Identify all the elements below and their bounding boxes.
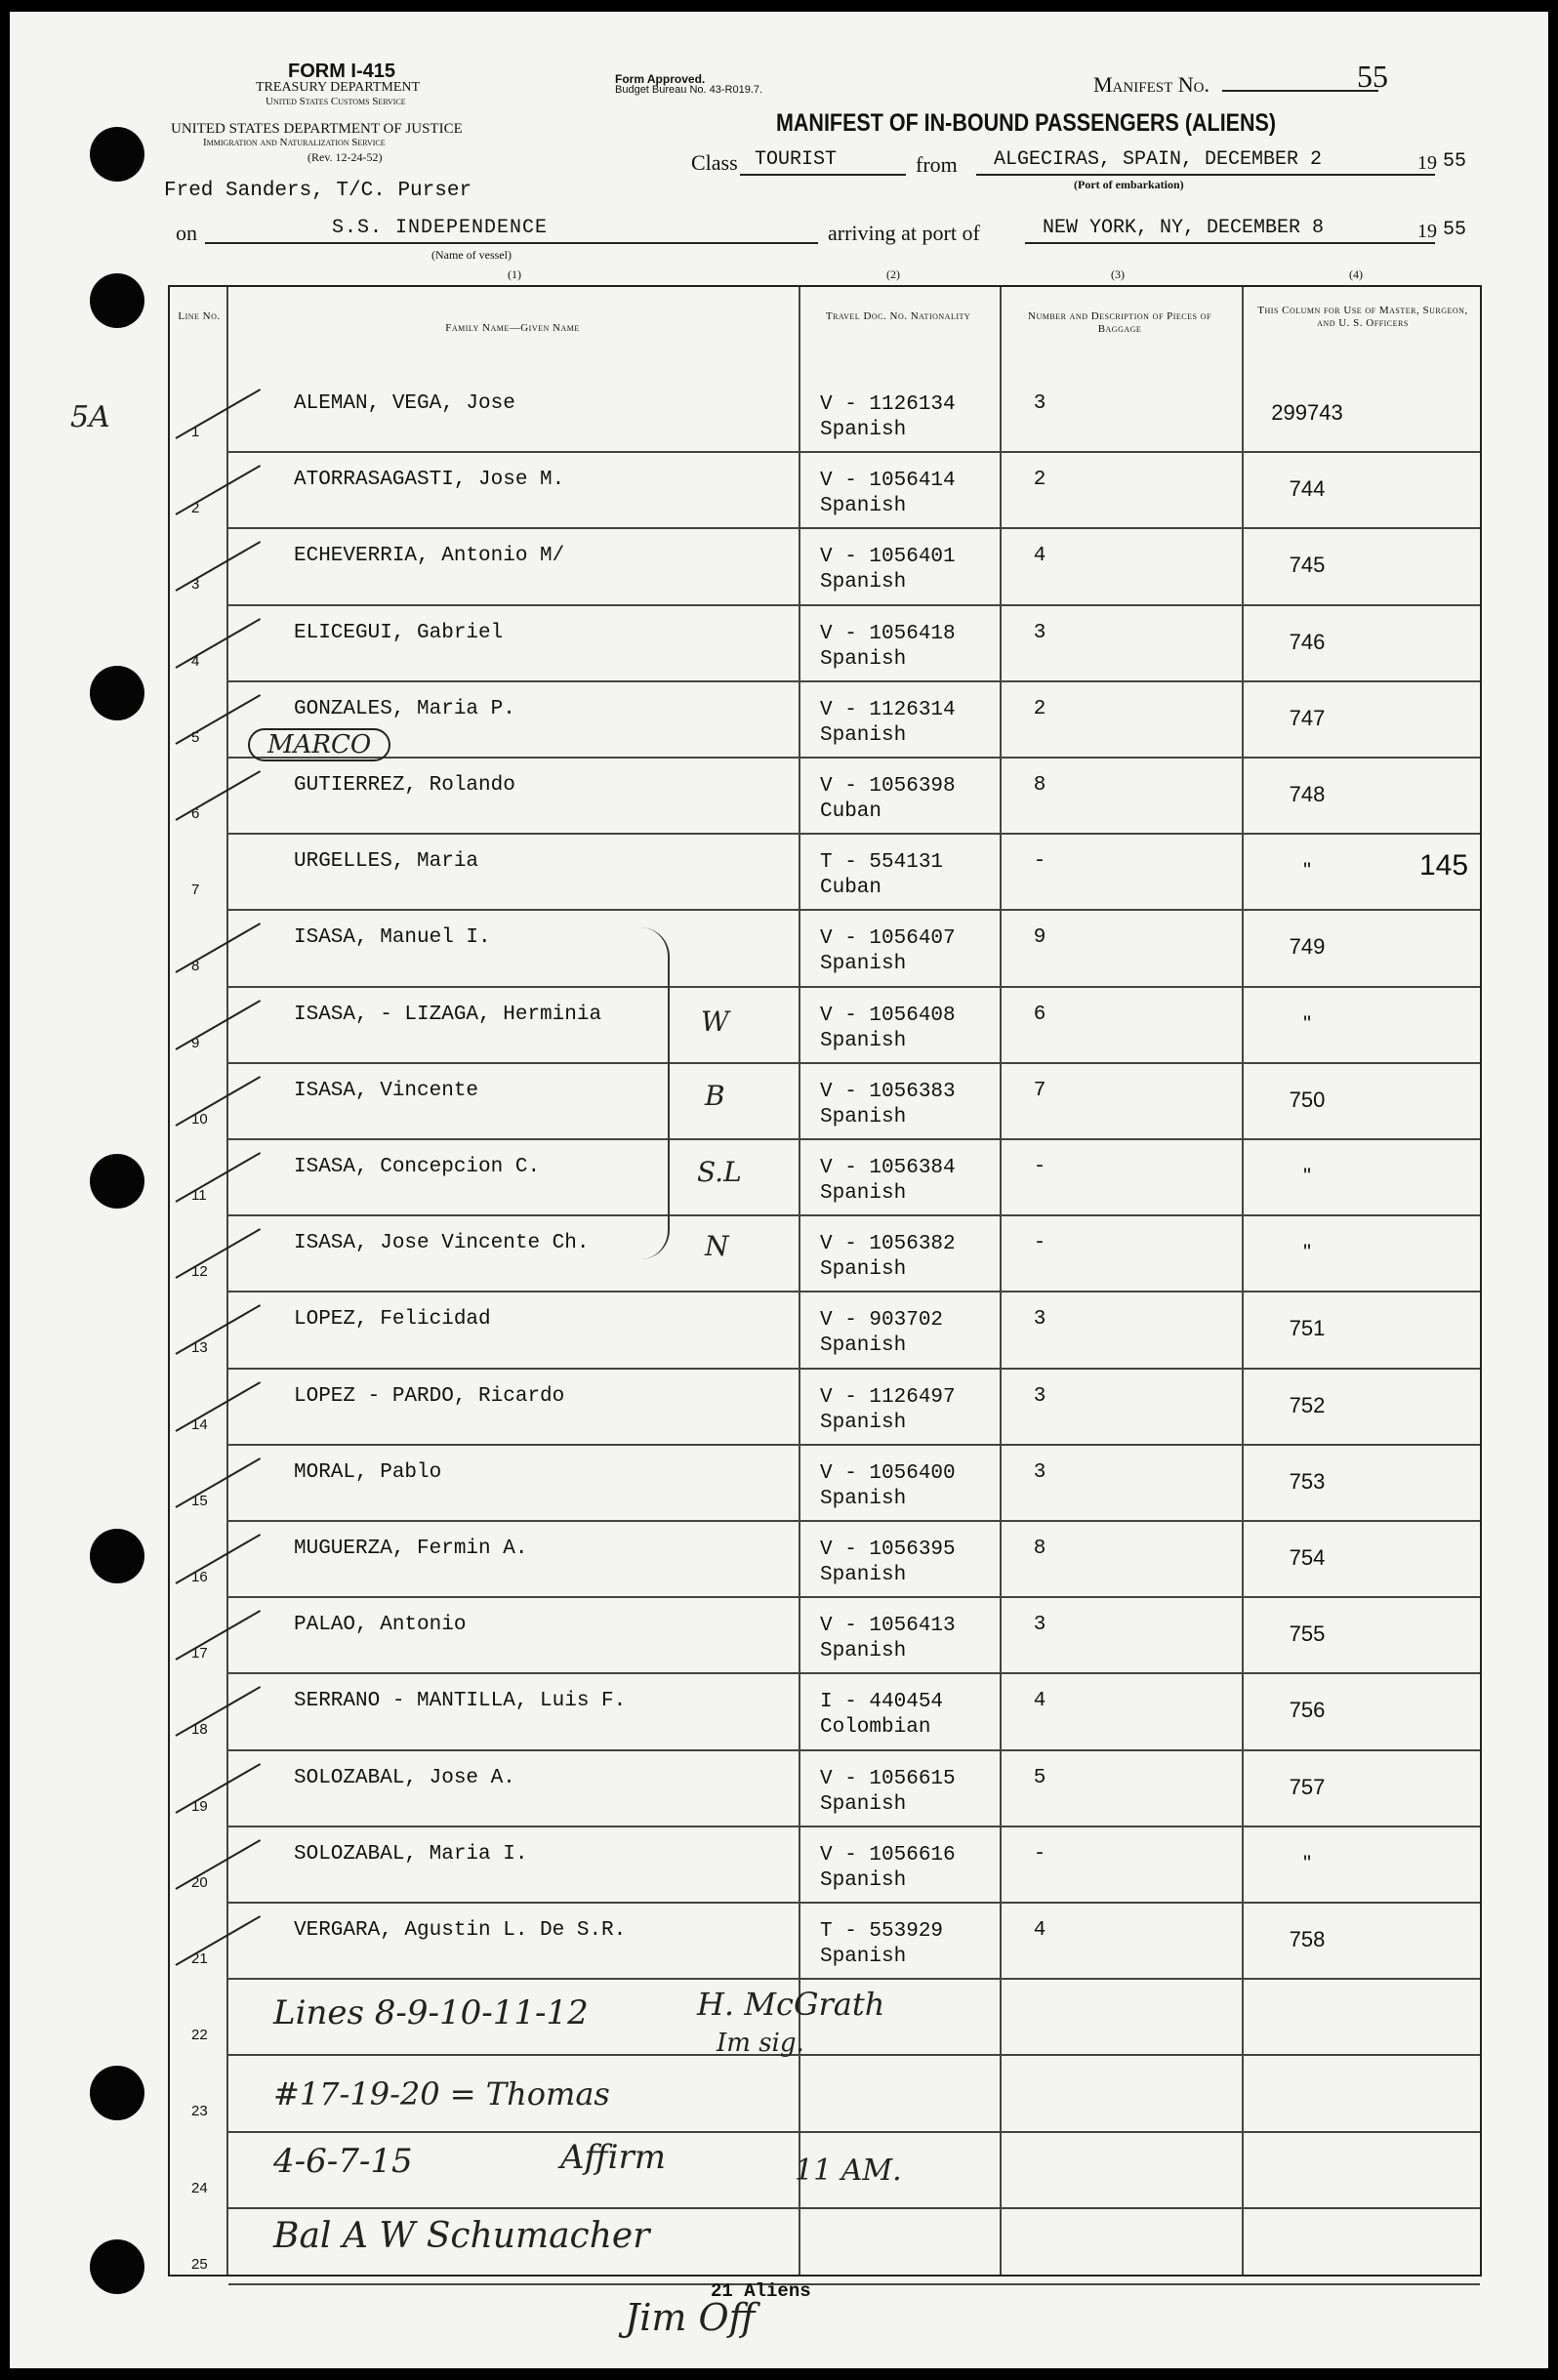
table-row xyxy=(170,835,1480,911)
punch-hole xyxy=(90,666,144,720)
passenger-name: SERRANO - MANTILLA, Luis F. xyxy=(294,1690,627,1713)
line-number: 15 xyxy=(191,1492,208,1509)
arriving-value: NEW YORK, NY, DECEMBER 8 xyxy=(1043,217,1325,239)
passenger-name: ISASA, Jose Vincente Ch. xyxy=(294,1232,590,1255)
travel-doc xyxy=(820,1308,943,1359)
ins-service: Immigration and Naturalization Service xyxy=(203,137,386,148)
bracket-note-w: W xyxy=(701,1005,729,1038)
passenger-name: SOLOZABAL, Maria I. xyxy=(294,1842,528,1866)
baggage-count: 3 xyxy=(1033,1384,1046,1408)
nationality: Spanish xyxy=(820,1564,907,1586)
baggage-count: 4 xyxy=(1033,545,1046,568)
table-row xyxy=(170,529,1480,605)
nationality: Spanish xyxy=(820,1487,907,1510)
table-row xyxy=(170,1751,1480,1827)
arr-year-prefix: 19 xyxy=(1417,221,1437,242)
family-bracket xyxy=(640,927,670,1259)
bracket-note-n: N xyxy=(705,1230,729,1262)
travel-doc-number: V - 1056398 xyxy=(820,775,956,798)
punch-hole xyxy=(90,2066,144,2120)
col-number-1: (1) xyxy=(508,267,521,281)
travel-doc xyxy=(820,1232,956,1283)
travel-doc xyxy=(820,1385,956,1436)
travel-doc-number: V - 1056407 xyxy=(820,927,956,951)
customs-service: United States Customs Service xyxy=(266,96,406,107)
travel-doc-number: V - 1126497 xyxy=(820,1385,956,1409)
nationality: Spanish xyxy=(820,647,907,671)
arr-year: 55 xyxy=(1443,219,1467,241)
travel-doc-number: V - 903702 xyxy=(820,1309,944,1333)
nationality: Cuban xyxy=(820,800,882,823)
officer-number: 747 xyxy=(1289,705,1326,730)
check-mark xyxy=(176,1457,262,1508)
vessel-name: S.S. INDEPENDENCE xyxy=(332,217,549,239)
travel-doc xyxy=(820,698,956,749)
form-approved: Form Approved. xyxy=(615,72,706,86)
travel-doc xyxy=(820,1843,956,1894)
officer-number: 746 xyxy=(1289,629,1326,654)
line-number: 13 xyxy=(191,1339,208,1357)
class-label: Class xyxy=(691,150,738,175)
line-number: 2 xyxy=(191,500,200,517)
on-label: on xyxy=(176,221,197,245)
from-year-prefix: 19 xyxy=(1417,152,1437,174)
line-number: 7 xyxy=(191,882,200,899)
officer-number: 756 xyxy=(1289,1698,1326,1723)
passenger-name: MUGUERZA, Fermin A. xyxy=(294,1538,528,1560)
table-row xyxy=(170,1216,1480,1293)
line-number: 17 xyxy=(191,1645,208,1662)
table-row xyxy=(170,1446,1480,1522)
check-mark xyxy=(176,1534,262,1584)
travel-doc-number: V - 1056615 xyxy=(820,1767,956,1790)
nationality: Spanish xyxy=(820,1411,907,1434)
line-number: 4 xyxy=(191,652,200,670)
officer-number: 750 xyxy=(1289,1087,1326,1112)
baggage-count: 4 xyxy=(1033,1690,1046,1713)
note-line-22-sig2: Im sig. xyxy=(717,2029,804,2058)
officer-number: " xyxy=(1303,1010,1311,1036)
travel-doc-number: V - 1056413 xyxy=(820,1615,956,1638)
check-mark xyxy=(176,389,262,439)
table-row xyxy=(170,1522,1480,1598)
passenger-table xyxy=(168,285,1482,2277)
line-number: 5 xyxy=(191,728,200,746)
table-row xyxy=(170,453,1480,529)
check-mark xyxy=(176,1152,262,1203)
note-line-24-time: 11 AM. xyxy=(795,2154,902,2188)
check-mark xyxy=(176,1839,262,1890)
table-row xyxy=(170,1293,1480,1369)
line-number: 8 xyxy=(191,958,200,975)
baggage-count: 6 xyxy=(1033,1003,1046,1026)
check-mark xyxy=(176,770,262,821)
nationality: Spanish xyxy=(820,723,907,747)
travel-doc-number: V - 1126134 xyxy=(820,393,956,416)
baggage-count: 7 xyxy=(1033,1079,1046,1102)
passenger-name: ATORRASAGASTI, Jose M. xyxy=(294,469,565,492)
officer-number: 754 xyxy=(1289,1545,1326,1570)
check-mark xyxy=(176,618,262,669)
table-row xyxy=(170,988,1480,1064)
travel-doc xyxy=(820,392,956,443)
travel-doc-number: V - 1056400 xyxy=(820,1461,956,1485)
passenger-name: ELICEGUI, Gabriel xyxy=(294,621,504,644)
line-number: 1 xyxy=(191,424,200,440)
note-line-22-sig: H. McGrath xyxy=(697,1986,885,2023)
punch-hole xyxy=(90,1154,144,1209)
table-row xyxy=(170,1370,1480,1446)
officer-number: 749 xyxy=(1289,934,1326,960)
class-value: TOURIST xyxy=(755,148,838,171)
manifest-no: 55 xyxy=(1357,59,1388,94)
punch-hole xyxy=(90,127,144,182)
officer-number: 753 xyxy=(1289,1468,1326,1494)
line-number: 20 xyxy=(191,1873,208,1891)
baggage-count: 3 xyxy=(1033,1308,1046,1332)
from-label: from xyxy=(916,152,958,177)
nationality: Cuban xyxy=(820,877,882,900)
travel-doc-number: T - 554131 xyxy=(820,851,944,875)
travel-doc xyxy=(820,1919,943,1970)
line-number: 10 xyxy=(191,1110,208,1128)
nationality: Spanish xyxy=(820,1182,907,1205)
officer-number: " xyxy=(1303,1240,1311,1265)
note-line-23: #17-19-20 = Thomas xyxy=(273,2075,610,2113)
travel-doc xyxy=(820,1767,956,1818)
nationality: Spanish xyxy=(820,571,907,595)
baggage-count: 3 xyxy=(1033,621,1046,644)
check-mark xyxy=(176,1381,262,1432)
baggage-count: 4 xyxy=(1033,1919,1046,1942)
table-row xyxy=(170,1674,1480,1750)
travel-doc-number: V - 1056414 xyxy=(820,470,956,493)
table-row xyxy=(170,1140,1480,1216)
nationality: Spanish xyxy=(820,1334,907,1358)
passenger-name: ALEMAN, VEGA, Jose xyxy=(294,392,515,415)
travel-doc xyxy=(820,469,956,519)
travel-doc xyxy=(820,1080,956,1130)
travel-doc xyxy=(820,1461,956,1512)
note-line-22: Lines 8-9-10-11-12 xyxy=(273,1993,589,2032)
port-embark-caption: (Port of embarkation) xyxy=(1074,178,1184,191)
officer-number: " xyxy=(1303,1850,1311,1875)
travel-doc-number: I - 440454 xyxy=(820,1691,944,1714)
treasury-dept: TREASURY DEPARTMENT xyxy=(256,80,421,95)
nationality: Spanish xyxy=(820,1868,907,1892)
baggage-count: 3 xyxy=(1033,1460,1046,1484)
officer-number: 752 xyxy=(1289,1392,1326,1417)
line-number: 24 xyxy=(191,2179,208,2196)
from-value: ALGECIRAS, SPAIN, DECEMBER 2 xyxy=(994,148,1323,171)
col-number-4: (4) xyxy=(1349,267,1363,281)
table-row xyxy=(170,759,1480,835)
form-number: FORM I-415 xyxy=(288,61,396,82)
note-line-24-sig: Affirm xyxy=(560,2138,667,2177)
nationality: Spanish xyxy=(820,1946,907,1968)
check-mark xyxy=(176,1915,262,1966)
baggage-count: - xyxy=(1033,1842,1046,1866)
passenger-name: ISASA, Manuel I. xyxy=(294,926,491,950)
baggage-count: 2 xyxy=(1033,469,1046,492)
travel-doc xyxy=(820,1538,956,1588)
check-mark xyxy=(176,1763,262,1814)
nationality: Spanish xyxy=(820,1640,907,1663)
nationality: Spanish xyxy=(820,495,907,518)
table-row xyxy=(170,1904,1480,1980)
line-number: 12 xyxy=(191,1263,208,1281)
nationality: Spanish xyxy=(820,419,907,441)
line-number: 18 xyxy=(191,1721,208,1739)
purser: Fred Sanders, T/C. Purser xyxy=(164,180,472,202)
line-number: 23 xyxy=(191,2103,208,2120)
passenger-name: PALAO, Antonio xyxy=(294,1614,467,1637)
table-row xyxy=(170,911,1480,987)
check-mark xyxy=(176,1687,262,1738)
line-number: 25 xyxy=(191,2255,208,2273)
marco-annotation: MARCO xyxy=(248,728,390,761)
officer-number: 745 xyxy=(1289,553,1326,578)
check-mark xyxy=(176,1305,262,1356)
budget-bureau: Budget Bureau No. 43-R019.7. xyxy=(615,84,763,96)
row7-note: 145 xyxy=(1419,849,1469,882)
line-number: 16 xyxy=(191,1569,208,1585)
note-line-24: 4-6-7-15 xyxy=(273,2142,413,2181)
check-mark xyxy=(176,542,262,593)
line-number: 3 xyxy=(191,576,200,594)
nationality: Spanish xyxy=(820,1029,907,1052)
nationality: Spanish xyxy=(820,1792,907,1816)
col-header-name: Family Name—Given Name xyxy=(445,322,580,334)
passenger-name: URGELLES, Maria xyxy=(294,850,479,874)
baggage-count: 3 xyxy=(1033,392,1046,415)
officer-number: " xyxy=(1303,1164,1311,1188)
passenger-name: GUTIERREZ, Rolando xyxy=(294,774,515,797)
line-number: 14 xyxy=(191,1416,208,1433)
travel-doc-number: V - 1126314 xyxy=(820,698,956,721)
col-number-2: (2) xyxy=(886,267,900,281)
line-number: 22 xyxy=(191,2027,208,2044)
check-mark xyxy=(176,923,262,974)
travel-doc-number: V - 1056384 xyxy=(820,1157,956,1179)
line-number: 11 xyxy=(191,1187,207,1204)
baggage-count: - xyxy=(1033,850,1046,874)
travel-doc xyxy=(820,774,956,825)
travel-doc xyxy=(820,850,943,901)
baggage-count: - xyxy=(1033,1232,1046,1255)
baggage-count: 8 xyxy=(1033,774,1046,797)
from-year: 55 xyxy=(1443,150,1467,173)
passenger-name: SOLOZABAL, Jose A. xyxy=(294,1766,515,1789)
col-number-3: (3) xyxy=(1111,267,1125,281)
travel-doc-number: V - 1056408 xyxy=(820,1004,956,1027)
manifest-page xyxy=(10,12,1548,2368)
line-number: 19 xyxy=(191,1797,208,1815)
nationality: Colombian xyxy=(820,1716,931,1740)
officer-number: 744 xyxy=(1289,476,1326,502)
justice-dept: UNITED STATES DEPARTMENT OF JUSTICE xyxy=(171,121,463,137)
travel-doc xyxy=(820,1004,956,1054)
nationality: Spanish xyxy=(820,1105,907,1128)
revision: (Rev. 12-24-52) xyxy=(308,150,383,164)
baggage-count: 9 xyxy=(1033,926,1046,950)
travel-doc xyxy=(820,545,956,595)
line-number: 9 xyxy=(191,1034,200,1051)
baggage-count: 5 xyxy=(1033,1766,1046,1789)
baggage-count: 8 xyxy=(1033,1538,1046,1560)
col-header-officers: This Column for Use of Master, Surgeon, and U. S. Officers xyxy=(1257,305,1468,329)
manifest-title: MANIFEST OF IN-BOUND PASSENGERS (ALIENS) xyxy=(776,109,1277,137)
travel-doc-number: V - 1056395 xyxy=(820,1539,956,1561)
passenger-name: GONZALES, Maria P. xyxy=(294,697,515,720)
check-mark xyxy=(176,1228,262,1279)
check-mark xyxy=(176,465,262,515)
passenger-name: ISASA, - LIZAGA, Herminia xyxy=(294,1003,602,1026)
check-mark xyxy=(176,1076,262,1127)
travel-doc xyxy=(820,1614,956,1664)
passenger-name: ISASA, Vincente xyxy=(294,1079,479,1102)
travel-doc xyxy=(820,1156,956,1207)
nationality: Spanish xyxy=(820,1258,907,1282)
travel-doc-number: V - 1056616 xyxy=(820,1843,956,1867)
travel-doc xyxy=(820,1690,943,1741)
travel-doc xyxy=(820,926,956,977)
officer-number: " xyxy=(1303,858,1311,883)
table-row xyxy=(170,1598,1480,1674)
col-header-line: Line No. xyxy=(178,310,221,322)
check-mark xyxy=(176,1610,262,1661)
travel-doc-number: V - 1056401 xyxy=(820,546,956,569)
table-row xyxy=(170,606,1480,682)
table-row xyxy=(170,377,1480,453)
passenger-name: ISASA, Concepcion C. xyxy=(294,1156,541,1178)
bottom-signature: Jim Off xyxy=(625,2296,756,2339)
punch-hole xyxy=(90,1529,144,1583)
punch-hole xyxy=(90,2239,144,2294)
passenger-name: LOPEZ - PARDO, Ricardo xyxy=(294,1384,565,1408)
officer-number: 299743 xyxy=(1271,400,1343,425)
table-row xyxy=(170,1827,1480,1904)
travel-doc-number: T - 553929 xyxy=(820,1920,944,1943)
officer-number: 758 xyxy=(1289,1927,1326,1951)
passenger-name: ECHEVERRIA, Antonio M/ xyxy=(294,545,565,568)
bracket-note-b: B xyxy=(705,1080,725,1112)
travel-doc-number: V - 1056383 xyxy=(820,1080,956,1103)
nationality: Spanish xyxy=(820,953,907,976)
travel-doc xyxy=(820,622,956,673)
table-row xyxy=(170,1064,1480,1140)
officer-number: 751 xyxy=(1289,1316,1326,1341)
passenger-name: LOPEZ, Felicidad xyxy=(294,1308,491,1332)
col-header-baggage: Number and Description of Pieces of Baggage xyxy=(1028,310,1211,335)
baggage-count: 3 xyxy=(1033,1614,1046,1637)
total-aliens: 21 Aliens xyxy=(711,2280,811,2302)
officer-number: 748 xyxy=(1289,782,1326,806)
passenger-name: MORAL, Pablo xyxy=(294,1460,442,1484)
line-number: 6 xyxy=(191,805,200,822)
officer-number: 757 xyxy=(1289,1774,1326,1799)
manifest-no-label: Manifest No. xyxy=(1093,72,1210,97)
arriving-label: arriving at port of xyxy=(828,221,980,245)
baggage-count: - xyxy=(1033,1156,1046,1178)
col-header-doc: Travel Doc. No. Nationality xyxy=(825,310,971,322)
officer-number: 755 xyxy=(1289,1621,1326,1647)
margin-note-5a: 5A xyxy=(70,400,110,434)
check-mark xyxy=(176,694,262,745)
punch-hole xyxy=(90,273,144,328)
travel-doc-number: V - 1056418 xyxy=(820,622,956,645)
baggage-count: 2 xyxy=(1033,697,1046,720)
bracket-note-sl: S.L xyxy=(697,1156,742,1188)
check-mark xyxy=(176,1000,262,1050)
passenger-name: VERGARA, Agustin L. De S.R. xyxy=(294,1919,627,1942)
travel-doc-number: V - 1056382 xyxy=(820,1233,956,1256)
line-number: 21 xyxy=(191,1950,208,1967)
note-line-25: Bal A W Schumacher xyxy=(273,2216,650,2256)
vessel-caption: (Name of vessel) xyxy=(431,248,512,262)
